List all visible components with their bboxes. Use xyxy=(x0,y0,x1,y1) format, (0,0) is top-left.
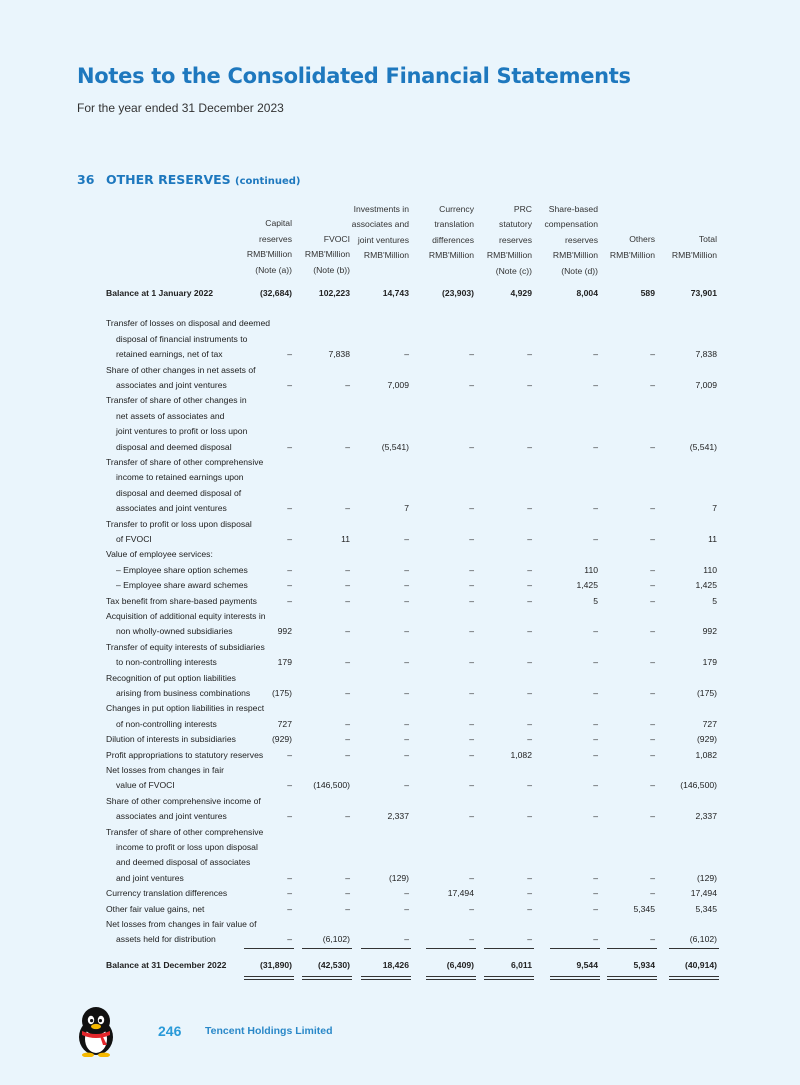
column-header-line: RMB'Million xyxy=(363,250,409,261)
table-cell: – xyxy=(650,811,655,822)
table-cell: (32,684) xyxy=(259,288,292,298)
table-cell: – xyxy=(469,734,474,745)
table-cell: – xyxy=(593,718,598,729)
table-cell: 992 xyxy=(702,626,717,637)
table-cell: – xyxy=(404,595,409,606)
column-header-line: FVOCI xyxy=(323,233,350,244)
row-label: Transfer of share of other comprehensive xyxy=(106,826,264,837)
row-label: Balance at 1 January 2022 xyxy=(106,288,214,298)
row-label: income to retained earnings upon xyxy=(116,472,244,483)
table-cell: (929) xyxy=(696,734,717,745)
table-cell: (6,102) xyxy=(322,934,350,945)
table-cell: 5,345 xyxy=(695,903,717,914)
table-cell: – xyxy=(404,580,409,591)
table-cell: 1,082 xyxy=(695,749,717,760)
table-cell: – xyxy=(469,503,474,514)
table-cell: – xyxy=(527,934,532,945)
table-cell: – xyxy=(527,349,532,360)
column-header xyxy=(637,202,717,278)
row-label: Profit appropriations to statutory reserves xyxy=(106,749,264,760)
table-cell: – xyxy=(469,903,474,914)
row-label: income to profit or loss upon disposal xyxy=(116,842,258,852)
table-cell: – xyxy=(345,749,350,760)
table-cell: – xyxy=(650,441,655,452)
column-header-line: RMB'Million xyxy=(428,250,474,261)
table-cell: – xyxy=(527,734,532,745)
column-header-line: reserves xyxy=(565,234,598,245)
table-cell: – xyxy=(469,657,474,668)
table-cell: – xyxy=(527,872,532,883)
table-cell: – xyxy=(593,749,598,760)
table-cell: – xyxy=(469,626,474,637)
table-cell: – xyxy=(345,718,350,729)
table-cell: (5,541) xyxy=(689,441,717,452)
table-cell: – xyxy=(404,718,409,729)
table-cell: – xyxy=(593,903,598,914)
table-cell: – xyxy=(404,888,409,899)
table-cell: 110 xyxy=(584,564,598,575)
table-cell: – xyxy=(287,872,292,883)
table-cell: 4,929 xyxy=(510,288,532,298)
section-number: 36 xyxy=(77,172,95,187)
table-cell: – xyxy=(593,380,598,390)
page-subtitle: For the year ended 31 December 2023 xyxy=(77,101,284,115)
table-cell: – xyxy=(345,888,350,899)
page-number: 246 xyxy=(158,1023,182,1039)
table-cell: 7,009 xyxy=(387,380,409,390)
table-cell: 9,544 xyxy=(576,959,598,970)
table-cell: (129) xyxy=(388,872,409,883)
column-header-line: (Note (c)) xyxy=(495,265,532,276)
row-label: Tax benefit from share-based payments xyxy=(106,595,257,606)
table-cell: – xyxy=(469,564,474,575)
table-cell: (6,409) xyxy=(446,959,474,970)
table-cell: – xyxy=(469,811,474,822)
row-label: net assets of associates and xyxy=(116,410,225,421)
column-header-line: differences xyxy=(432,234,474,245)
table-cell: – xyxy=(287,441,292,452)
table-cell: – xyxy=(527,503,532,514)
section-title: OTHER RESERVES xyxy=(106,172,231,187)
table-cell: – xyxy=(527,718,532,729)
row-label: and joint ventures xyxy=(116,872,184,883)
table-cell: – xyxy=(404,749,409,760)
table-cell: – xyxy=(650,564,655,575)
row-label: and deemed disposal of associates xyxy=(116,857,251,868)
column-header-line: (Note (d)) xyxy=(561,265,598,276)
column-header-line xyxy=(637,217,717,232)
table-cell: – xyxy=(345,595,350,606)
row-label: – Employee share option schemes xyxy=(116,564,248,575)
table-cell: – xyxy=(287,811,292,822)
row-label: disposal and deemed disposal xyxy=(116,441,232,452)
table-cell: – xyxy=(287,934,292,945)
table-cell: (129) xyxy=(696,872,717,883)
column-header-line: statutory xyxy=(499,219,532,230)
table-cell: – xyxy=(345,811,350,822)
table-cell: – xyxy=(650,534,655,544)
table-cell: – xyxy=(469,349,474,360)
table-cell: – xyxy=(527,580,532,591)
table-cell: – xyxy=(527,657,532,668)
row-label: Net losses from changes in fair value of xyxy=(106,919,257,929)
table-cell: 8,004 xyxy=(576,288,598,298)
table-cell: – xyxy=(593,734,598,745)
table-cell: – xyxy=(287,749,292,760)
row-label: Changes in put option liabilities in respect xyxy=(106,703,265,714)
column-header-line: (Note (b)) xyxy=(313,264,350,275)
table-cell: – xyxy=(527,441,532,452)
table-cell: – xyxy=(287,580,292,591)
table-cell: – xyxy=(593,811,598,822)
row-label: disposal of financial instruments to xyxy=(116,333,248,344)
table-cell: 7 xyxy=(712,503,717,514)
column-header-line: Share-based xyxy=(548,204,598,214)
row-label: Transfer of share of other comprehensive xyxy=(106,457,264,467)
row-label: – Employee share award schemes xyxy=(116,580,248,591)
table-cell: – xyxy=(404,657,409,668)
table-cell: – xyxy=(287,780,292,791)
table-cell: – xyxy=(527,903,532,914)
table-cell: – xyxy=(650,657,655,668)
table-cell: – xyxy=(593,534,598,544)
table-cell: – xyxy=(287,888,292,899)
table-cell: – xyxy=(527,534,532,544)
total-double-rule xyxy=(550,976,600,980)
table-cell: – xyxy=(469,872,474,883)
row-label: Share of other comprehensive income of xyxy=(106,795,261,806)
table-cell: – xyxy=(287,903,292,914)
table-cell: – xyxy=(650,349,655,360)
table-cell: 7 xyxy=(404,503,409,514)
table-cell: – xyxy=(593,657,598,668)
table-cell: 14,743 xyxy=(382,288,409,298)
subtotal-rule xyxy=(669,948,719,949)
table-cell: – xyxy=(469,688,474,698)
table-cell: 727 xyxy=(277,718,292,729)
table-cell: – xyxy=(469,780,474,791)
table-cell: – xyxy=(404,564,409,575)
row-label: Other fair value gains, net xyxy=(106,903,205,914)
table-cell: – xyxy=(287,595,292,606)
column-header-line: PRC xyxy=(513,204,532,214)
column-header-line: RMB'Million xyxy=(486,250,532,261)
column-header-line: compensation xyxy=(544,219,598,230)
column-header-line: RMB'Million xyxy=(609,249,655,260)
table-cell: 7,009 xyxy=(695,380,717,390)
column-header-line: Others xyxy=(629,234,655,245)
table-cell: – xyxy=(469,580,474,591)
table-cell: (6,102) xyxy=(689,934,717,945)
table-cell: – xyxy=(287,380,292,390)
column-header-line: Currency xyxy=(439,204,474,214)
table-cell: – xyxy=(345,688,350,698)
company-name: Tencent Holdings Limited xyxy=(205,1025,333,1037)
table-cell: – xyxy=(593,349,598,360)
table-cell: – xyxy=(345,503,350,514)
table-cell: – xyxy=(345,380,350,390)
table-cell: 2,337 xyxy=(387,811,409,822)
column-header-line: (Note (a)) xyxy=(255,264,292,275)
table-cell: – xyxy=(345,872,350,883)
table-cell: – xyxy=(469,749,474,760)
table-cell: 1,425 xyxy=(695,580,717,591)
table-cell: 2,337 xyxy=(695,811,717,822)
subtotal-rule xyxy=(550,948,600,949)
table-cell: (31,890) xyxy=(259,959,292,970)
table-cell: – xyxy=(404,626,409,637)
row-label: Balance at 31 December 2022 xyxy=(106,959,227,970)
table-cell: – xyxy=(593,934,598,945)
row-label: Transfer of share of other changes in xyxy=(106,395,247,406)
table-cell: (5,541) xyxy=(381,441,409,452)
row-label: of FVOCI xyxy=(116,534,152,544)
table-cell: 110 xyxy=(703,564,717,575)
table-cell: (175) xyxy=(271,688,292,698)
table-cell: – xyxy=(650,749,655,760)
table-cell: 179 xyxy=(277,657,292,668)
table-cell: 589 xyxy=(640,288,655,298)
table-cell: – xyxy=(345,564,350,575)
table-cell: (23,903) xyxy=(441,288,474,298)
table-cell: (146,500) xyxy=(313,780,350,791)
column-header-line: RMB'Million xyxy=(304,249,350,260)
row-label: Recognition of put option liabilities xyxy=(106,672,236,683)
table-cell: – xyxy=(404,688,409,698)
table-cell: – xyxy=(287,534,292,544)
row-label: disposal and deemed disposal of xyxy=(116,487,242,498)
table-cell: – xyxy=(469,934,474,945)
table-cell: – xyxy=(650,934,655,945)
row-label: Transfer to profit or loss upon disposal xyxy=(106,518,252,529)
row-label: non wholly-owned subsidiaries xyxy=(116,626,233,637)
table-cell: 5 xyxy=(593,595,598,606)
table-cell: 18,426 xyxy=(382,959,409,970)
table-cell: 6,011 xyxy=(510,959,532,970)
row-label: Acquisition of additional equity interests in xyxy=(106,611,266,621)
row-label: of non-controlling interests xyxy=(116,718,217,729)
table-cell: – xyxy=(469,441,474,452)
column-header-line: reserves xyxy=(259,233,292,244)
row-label: retained earnings, net of tax xyxy=(116,349,223,360)
table-cell: (175) xyxy=(696,688,717,698)
table-cell: – xyxy=(404,534,409,544)
table-cell: – xyxy=(527,564,532,575)
table-cell: – xyxy=(650,595,655,606)
table-cell: – xyxy=(650,503,655,514)
table-cell: (40,914) xyxy=(684,959,717,970)
table-cell: – xyxy=(469,718,474,729)
table-cell: 1,082 xyxy=(510,749,532,760)
column-header-line: reserves xyxy=(499,234,532,245)
table-cell: – xyxy=(404,734,409,745)
table-cell: – xyxy=(593,626,598,637)
table-cell: – xyxy=(345,734,350,745)
table-cell: – xyxy=(650,888,655,899)
total-double-rule xyxy=(361,976,411,980)
table-cell: – xyxy=(593,688,598,698)
row-label: arising from business combinations xyxy=(116,688,251,698)
column-header-line xyxy=(637,263,717,278)
row-label: value of FVOCI xyxy=(116,780,175,791)
table-cell: 5 xyxy=(712,595,717,606)
row-label: to non-controlling interests xyxy=(116,657,217,668)
row-label: Net losses from changes in fair xyxy=(106,765,224,775)
table-cell: – xyxy=(345,626,350,637)
table-cell: 7,838 xyxy=(695,349,717,360)
table-cell: – xyxy=(469,595,474,606)
penguin-mascot-icon xyxy=(74,1005,118,1057)
row-label: associates and joint ventures xyxy=(116,811,227,822)
table-cell: (146,500) xyxy=(680,780,717,791)
table-cell: – xyxy=(650,718,655,729)
table-cell: – xyxy=(527,688,532,698)
row-label: Share of other changes in net assets of xyxy=(106,364,256,375)
table-cell: – xyxy=(345,441,350,452)
subtotal-rule xyxy=(484,948,534,949)
table-cell: – xyxy=(593,872,598,883)
table-cell: – xyxy=(593,441,598,452)
table-cell: 11 xyxy=(708,534,717,544)
row-label: Dilution of interests in subsidiaries xyxy=(106,734,236,745)
table-cell: – xyxy=(404,934,409,945)
column-header-line: RMB'Million xyxy=(552,250,598,261)
column-header-line: Investments in xyxy=(353,204,409,214)
table-cell: – xyxy=(650,580,655,591)
table-cell: – xyxy=(593,780,598,791)
total-double-rule xyxy=(244,976,294,980)
column-header-line xyxy=(637,202,717,217)
table-cell: – xyxy=(287,564,292,575)
row-label: Transfer of equity interests of subsidiaries xyxy=(106,641,265,652)
column-header-line: associates and xyxy=(351,219,409,230)
table-cell: 5,345 xyxy=(633,903,655,914)
table-cell: – xyxy=(650,872,655,883)
table-cell: – xyxy=(404,780,409,791)
column-header-line: joint ventures xyxy=(357,234,409,245)
table-cell: – xyxy=(527,811,532,822)
subtotal-rule xyxy=(244,948,294,949)
total-double-rule xyxy=(484,976,534,980)
total-double-rule xyxy=(426,976,476,980)
table-cell: 73,901 xyxy=(690,288,717,298)
table-cell: 992 xyxy=(277,626,292,637)
table-cell: – xyxy=(650,688,655,698)
table-cell: – xyxy=(593,503,598,514)
total-double-rule xyxy=(669,976,719,980)
table-cell: – xyxy=(404,903,409,914)
section-suffix: (continued) xyxy=(235,176,301,187)
row-label: joint ventures to profit or loss upon xyxy=(116,426,248,437)
column-header-line: Capital xyxy=(265,218,292,229)
table-cell: – xyxy=(345,580,350,591)
subtotal-rule xyxy=(302,948,352,949)
table-cell: – xyxy=(650,380,655,390)
row-label: Value of employee services: xyxy=(106,549,213,560)
table-cell: – xyxy=(469,534,474,544)
table-cell: – xyxy=(650,626,655,637)
table-cell: 102,223 xyxy=(318,288,350,298)
table-cell: 5,934 xyxy=(633,959,655,970)
row-label: associates and joint ventures xyxy=(116,380,227,390)
table-cell: 7,838 xyxy=(328,349,350,360)
column-header-line: translation xyxy=(434,219,474,230)
table-cell: (929) xyxy=(271,734,292,745)
row-label: Currency translation differences xyxy=(106,888,228,899)
page-title: Notes to the Consolidated Financial Statements xyxy=(77,64,631,88)
total-double-rule xyxy=(302,976,352,980)
column-header-line: RMB'Million xyxy=(246,249,292,260)
table-cell: – xyxy=(469,380,474,390)
table-cell: – xyxy=(287,349,292,360)
column-header-line: RMB'Million xyxy=(671,249,717,260)
row-label: assets held for distribution xyxy=(116,934,216,945)
table-cell: – xyxy=(650,734,655,745)
row-label: Transfer of losses on disposal and deemed xyxy=(106,318,271,329)
table-cell: (42,530) xyxy=(317,959,350,970)
table-cell: 727 xyxy=(702,718,717,729)
subtotal-rule xyxy=(607,948,657,949)
table-cell: 11 xyxy=(341,534,350,544)
table-cell: – xyxy=(527,626,532,637)
table-cell: – xyxy=(345,657,350,668)
table-cell: – xyxy=(527,595,532,606)
table-cell: – xyxy=(593,888,598,899)
row-label: associates and joint ventures xyxy=(116,503,227,514)
table-cell: 17,494 xyxy=(447,888,474,899)
table-cell: 179 xyxy=(702,657,717,668)
subtotal-rule xyxy=(426,948,476,949)
total-double-rule xyxy=(607,976,657,980)
table-cell: – xyxy=(650,780,655,791)
column-header-line: Total xyxy=(698,234,717,245)
table-cell: 17,494 xyxy=(690,888,717,899)
section-heading xyxy=(77,172,301,187)
table-cell: – xyxy=(527,780,532,791)
table-cell: – xyxy=(345,903,350,914)
table-cell: – xyxy=(527,888,532,899)
table-cell: – xyxy=(527,380,532,390)
table-cell: 1,425 xyxy=(576,580,598,591)
table-cell: – xyxy=(404,349,409,360)
table-cell: – xyxy=(287,503,292,514)
subtotal-rule xyxy=(361,948,411,949)
